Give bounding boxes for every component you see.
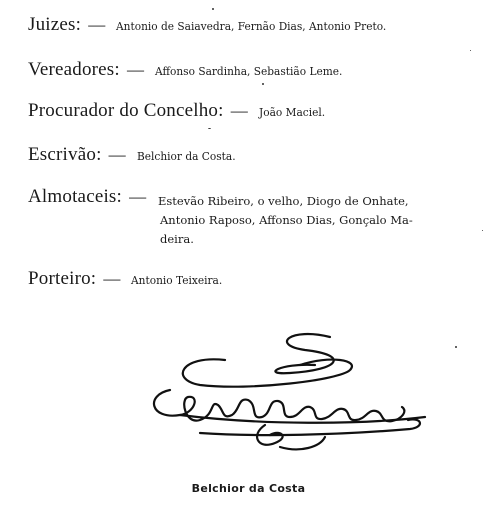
entry-porteiro bbox=[28, 268, 231, 290]
names-line: Estevão Ribeiro, o velho, Diogo de Onhate, bbox=[158, 194, 409, 208]
role-label: Juizes: bbox=[28, 14, 82, 35]
role-label: Porteiro: bbox=[28, 268, 97, 289]
role-label: Almotaceis: bbox=[28, 186, 123, 207]
names-text: Affonso Sardinha, Sebastião Leme. bbox=[155, 64, 343, 78]
dash: — bbox=[126, 60, 144, 79]
entry-escrivao bbox=[28, 144, 244, 166]
names-text: Belchior da Costa. bbox=[136, 149, 236, 163]
handwritten-signature bbox=[140, 325, 440, 460]
names-text: João Maciel. bbox=[258, 105, 325, 119]
entry-juizes bbox=[28, 14, 410, 36]
scan-speck bbox=[455, 346, 457, 348]
scan-speck bbox=[262, 83, 264, 85]
dash: — bbox=[129, 187, 147, 206]
role-label: Procurador do Concelho: bbox=[28, 100, 224, 121]
names-text: Antonio de Saiavedra, Fernão Dias, Antonio Preto. bbox=[116, 19, 387, 33]
almotaceis-names bbox=[158, 192, 458, 249]
entry-almotaceis bbox=[28, 186, 152, 208]
dash: — bbox=[103, 269, 121, 288]
scan-speck bbox=[470, 50, 471, 51]
dash: — bbox=[230, 101, 248, 120]
role-label: Escrivão: bbox=[28, 144, 102, 165]
dash: — bbox=[108, 145, 126, 164]
names-line: Antonio Raposo, Affonso Dias, Gonçalo Ma- bbox=[160, 213, 413, 227]
role-label: Vereadores: bbox=[28, 59, 120, 80]
names-line: deira. bbox=[160, 232, 194, 246]
scan-speck bbox=[208, 128, 211, 129]
entry-vereadores bbox=[28, 59, 359, 81]
scan-speck bbox=[482, 230, 483, 231]
entry-procurador bbox=[28, 100, 331, 122]
scan-speck bbox=[212, 8, 214, 10]
signature-caption: Belchior da Costa bbox=[191, 482, 306, 495]
names-text: Antonio Teixeira. bbox=[131, 273, 223, 287]
dash: — bbox=[88, 15, 106, 34]
